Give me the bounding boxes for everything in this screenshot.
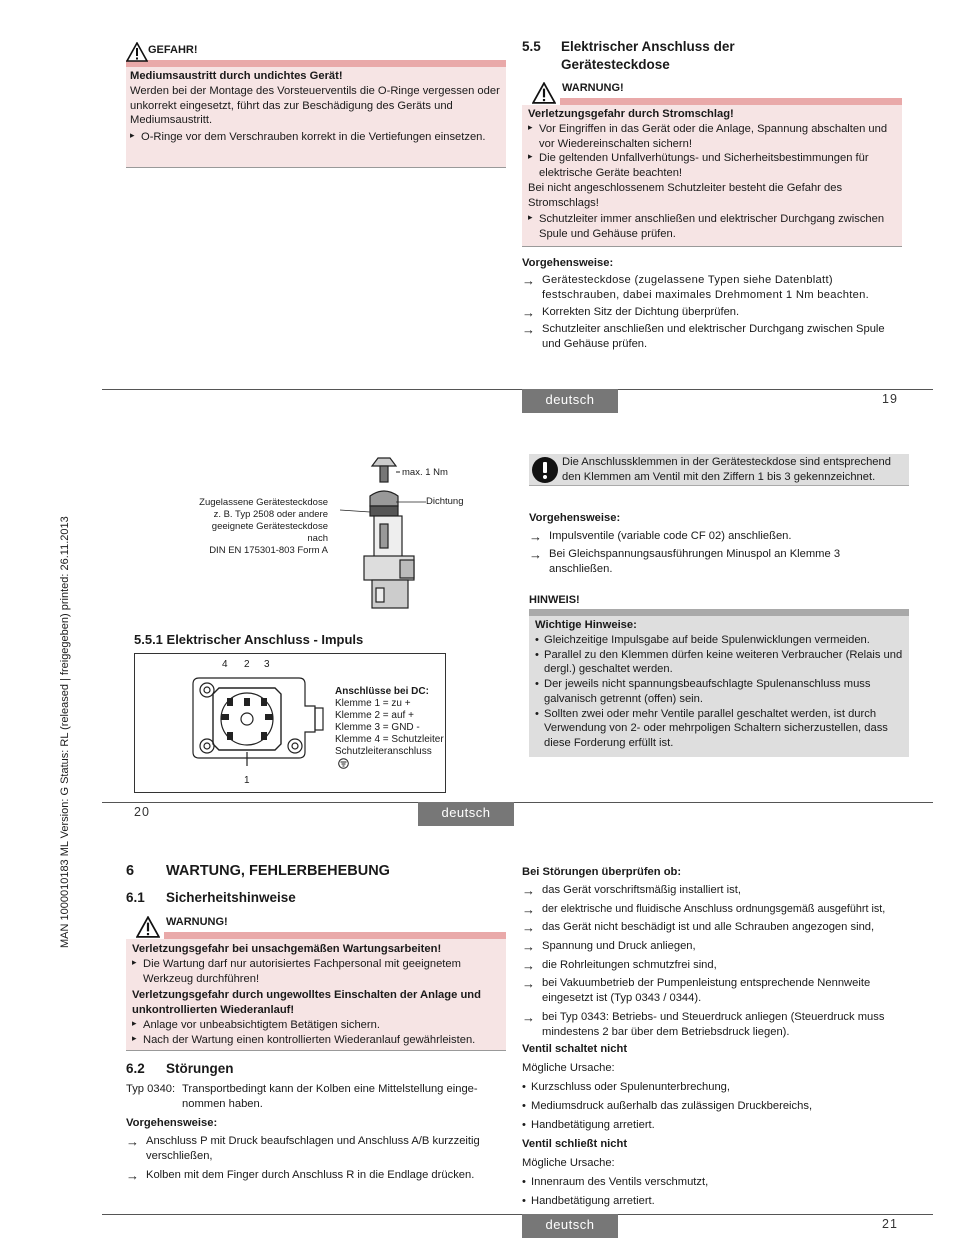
warning-box-5-5 bbox=[522, 78, 902, 247]
chapter-6-title: WARTUNG, FEHLERBEHEBUNG bbox=[166, 863, 390, 879]
danger-box bbox=[126, 40, 506, 168]
fig-socket-label bbox=[170, 497, 328, 557]
procedure-list-20 bbox=[529, 529, 899, 576]
procedure-step: → Kolben mit dem Finger durch Anschluss R in die Endlage drücken. bbox=[126, 1168, 506, 1183]
section-6-2-number: 6.2 bbox=[126, 1061, 145, 1076]
dc-ground-text: Schutzleiteranschluss bbox=[335, 746, 432, 757]
warning-bullet-1: ▸ Vor Eingriffen in das Gerät oder die Anlage, Spannung abschalten und vor Wiedereinschalten sichern! bbox=[528, 122, 896, 152]
pin-label: 3 bbox=[264, 659, 270, 670]
v2-item: • Innenraum des Ventils verschmutzt, bbox=[522, 1173, 907, 1192]
pin-label: 1 bbox=[244, 775, 250, 786]
check-item: → bei Vakuumbetrieb der Pumpenleistung entsprechende Nennweite eingesetzt ist (Typ 0343 / 0344). bbox=[522, 976, 907, 1006]
procedure-step: → Gerätesteckdose (zugelassene Typen siehe Datenblatt) festschrauben, dabei maximales Drehmoment 1 Nm beachten. bbox=[522, 273, 902, 303]
info-note-text: Die Anschlussklemmen in der Gerätesteckdose sind entsprechend den Klemmen am Ventil mit den Ziffern 1 bis 3 gekennzeichnet. bbox=[562, 456, 891, 483]
warning-box-6-1 bbox=[126, 912, 506, 1051]
check-item: → der elektrische und fluidische Anschluss ordnungsgemäß ausgeführt ist, bbox=[522, 902, 907, 916]
valve-troubles bbox=[522, 1040, 907, 1211]
language-tab: deutsch bbox=[522, 389, 618, 413]
procedure-step: → Anschluss P mit Druck beaufschlagen und Anschluss A/B kurzzeitig verschließen, bbox=[126, 1134, 506, 1164]
v2-item: • Handbetätigung arretiert. bbox=[522, 1192, 907, 1211]
section-5-5-title: Elektrischer Anschluss der Gerätesteckdose bbox=[561, 39, 735, 72]
v1-cause: Mögliche Ursache: bbox=[522, 1062, 615, 1074]
fig-maxnm-label: max. 1 Nm bbox=[402, 467, 448, 478]
dc-line: Klemme 4 = Schutzleiter bbox=[335, 734, 444, 745]
fig-dichtung-label: Dichtung bbox=[426, 496, 464, 507]
warning-triangle-icon bbox=[126, 42, 148, 62]
dc-title: Anschlüsse bei DC: bbox=[335, 686, 429, 697]
warning-bar bbox=[560, 98, 902, 105]
side-print-info: MAN 1000010183 ML Version: G Status: RL (released | freigegeben) printed: 26.11.2013 bbox=[59, 516, 71, 948]
warning-bullet: ▸ Die Wartung darf nur autorisiertes Fachpersonal mit geeignetem Werkzeug durchführen! bbox=[132, 957, 500, 987]
procedure-step: → Korrekten Sitz der Dichtung überprüfen. bbox=[522, 305, 902, 320]
check-item: → die Rohrleitungen schmutzfrei sind, bbox=[522, 958, 907, 973]
hint-item: • Parallel zu den Klemmen dürfen keine weiteren Verbraucher (Relais und dergl.) geschaltet werden. bbox=[535, 648, 903, 678]
typ-text: Transportbedingt kann der Kolben eine Mittelstellung eingenommen haben. bbox=[182, 1083, 478, 1110]
danger-bar bbox=[126, 60, 506, 67]
warning-bullet: ▸ Anlage vor unbeabsichtigtem Betätigen sichern. bbox=[132, 1018, 500, 1033]
page-number: 20 bbox=[134, 805, 150, 819]
danger-title: GEFAHR! bbox=[148, 44, 198, 56]
warning-bar bbox=[164, 932, 506, 939]
warning-title: WARNUNG! bbox=[166, 916, 228, 928]
pin-label: 4 bbox=[222, 659, 228, 670]
hint-bar bbox=[529, 609, 909, 616]
dc-line: Klemme 1 = zu + bbox=[335, 698, 411, 709]
check-item: → das Gerät nicht beschädigt ist und alle Schrauben angezogen sind, bbox=[522, 920, 907, 935]
warning-bullet-2: ▸ Die geltenden Unfallverhütungs- und Sicherheitsbestimmungen für elektrische Geräte beachten! bbox=[528, 151, 896, 181]
warning-subtitle: Verletzungsgefahr durch ungewolltes Einschalten der Anlage und unkontrollierten Wiederanlauf! bbox=[132, 989, 481, 1017]
danger-bullet: ▸ O-Ringe vor dem Verschrauben korrekt in die Vertiefungen einsetzen. bbox=[130, 130, 502, 145]
hint-item: • Sollten zwei oder mehr Ventile parallel geschaltet werden, ist durch Verwendung von 2- oder mehrpoligen Schaltern sicherzustellen, dass diese Forderung erfüllt ist. bbox=[535, 707, 903, 751]
fig-label-line: geeignete Gerätesteckdose bbox=[211, 521, 328, 532]
section-5-5-number: 5.5 bbox=[522, 39, 541, 54]
warning-subtitle: Verletzungsgefahr durch Stromschlag! bbox=[528, 108, 734, 120]
procedure-step: → Impulsventile (variable code CF 02) anschließen. bbox=[529, 529, 899, 544]
v1-item: • Mediumsdruck außerhalb das zulässigen Druckbereichs, bbox=[522, 1097, 907, 1116]
check-item: → bei Typ 0343: Betriebs- und Steuerdruck anliegen (Steuerdruck muss mindestens 2 bar über dem Betriebsdruck liegen). bbox=[522, 1010, 907, 1040]
fig-label-line: nach bbox=[307, 533, 328, 544]
language-tab: deutsch bbox=[522, 1214, 618, 1238]
footer-rule bbox=[102, 389, 933, 390]
procedure-title: Vorgehensweise: bbox=[522, 257, 614, 269]
warning-subtitle: Verletzungsgefahr bei unsachgemäßen Wartungsarbeiten! bbox=[132, 943, 442, 955]
typ-0340 bbox=[126, 1082, 506, 1112]
warning-text: Bei nicht angeschlossenem Schutzleiter besteht die Gefahr des Stromschlags! bbox=[528, 181, 843, 209]
v1-item: • Handbetätigung arretiert. bbox=[522, 1116, 907, 1135]
hint-box bbox=[529, 593, 909, 757]
v1-item: • Kurzschluss oder Spulenunterbrechung, bbox=[522, 1078, 907, 1097]
dc-line: Klemme 3 = GND - bbox=[335, 722, 420, 733]
warning-bullet-3: ▸ Schutzleiter immer anschließen und elektrischer Durchgang zwischen Spule und Gehäuse prüfen. bbox=[528, 212, 896, 242]
hint-item: • Gleichzeitige Impulsgabe auf beide Spulenwicklungen vermeiden. bbox=[535, 633, 903, 648]
dc-connections bbox=[335, 686, 445, 771]
subsection-5-5-1-title: 5.5.1 Elektrischer Anschluss - Impuls bbox=[134, 632, 364, 647]
pin-label: 2 bbox=[244, 659, 250, 670]
v2-title: Ventil schließt nicht bbox=[522, 1138, 628, 1150]
procedure-title-21: Vorgehensweise: bbox=[126, 1117, 218, 1129]
procedure-title-20: Vorgehensweise: bbox=[529, 512, 621, 524]
danger-subtitle: Mediumsaustritt durch undichtes Gerät! bbox=[130, 70, 343, 82]
warning-triangle-icon bbox=[532, 82, 556, 104]
hint-item: • Der jeweils nicht spannungsbeaufschlagte Spulenanschluss muss galvanisch getrennt (offen) sein. bbox=[535, 677, 903, 707]
procedure-step: → Bei Gleichspannungsausführungen Minuspol an Klemme 3 anschließen. bbox=[529, 547, 899, 577]
language-tab: deutsch bbox=[418, 802, 514, 826]
connector-drawing bbox=[183, 674, 333, 774]
section-6-2-title: Störungen bbox=[166, 1061, 234, 1076]
ground-symbol-icon bbox=[338, 758, 349, 769]
warning-triangle-icon bbox=[136, 916, 160, 938]
chapter-6-number: 6 bbox=[126, 863, 135, 879]
fig-label-line: DIN EN 175301-803 Form A bbox=[209, 545, 328, 556]
v2-cause: Mögliche Ursache: bbox=[522, 1157, 615, 1169]
warning-bullet: ▸ Nach der Wartung einen kontrollierten Wiederanlauf gewährleisten. bbox=[132, 1033, 500, 1048]
section-6-1-title: Sicherheitshinweise bbox=[166, 890, 296, 905]
check-item: → Spannung und Druck anliegen, bbox=[522, 939, 907, 954]
fig-label-line: z. B. Typ 2508 oder andere bbox=[213, 509, 328, 520]
check-title: Bei Störungen überprüfen ob: bbox=[522, 866, 682, 878]
fig-label-line: Zugelassene Gerätesteckdose bbox=[199, 497, 328, 508]
procedure-list-21 bbox=[126, 1134, 506, 1182]
typ-label: Typ 0340: bbox=[126, 1083, 176, 1095]
page-number: 19 bbox=[882, 392, 898, 406]
danger-text: Werden bei der Montage des Vorsteuerventils die O-Ringe vergessen oder unkorrekt eingesetzt, führt das zur Beschädigung des Geräts und Mediumsaustritt. bbox=[130, 84, 500, 127]
hint-subtitle: Wichtige Hinweise: bbox=[535, 619, 637, 631]
dc-line bbox=[335, 746, 445, 771]
v1-title: Ventil schaltet nicht bbox=[522, 1043, 628, 1055]
info-note bbox=[529, 454, 909, 486]
procedure-list bbox=[522, 273, 902, 352]
section-6-1-number: 6.1 bbox=[126, 890, 145, 905]
procedure-step: → Schutzleiter anschließen und elektrischer Durchgang zwischen Spule und Gehäuse prüfen. bbox=[522, 322, 902, 352]
check-item: → das Gerät vorschriftsmäßig installiert ist, bbox=[522, 883, 907, 898]
check-list bbox=[522, 883, 907, 1040]
attention-icon bbox=[531, 456, 559, 484]
warning-title: WARNUNG! bbox=[562, 82, 624, 94]
dc-line: Klemme 2 = auf + bbox=[335, 710, 414, 721]
wiring-diagram bbox=[134, 653, 446, 793]
footer-rule bbox=[102, 1214, 933, 1215]
footer-rule bbox=[102, 802, 933, 803]
hint-title: HINWEIS! bbox=[529, 594, 580, 606]
page-number: 21 bbox=[882, 1217, 898, 1231]
